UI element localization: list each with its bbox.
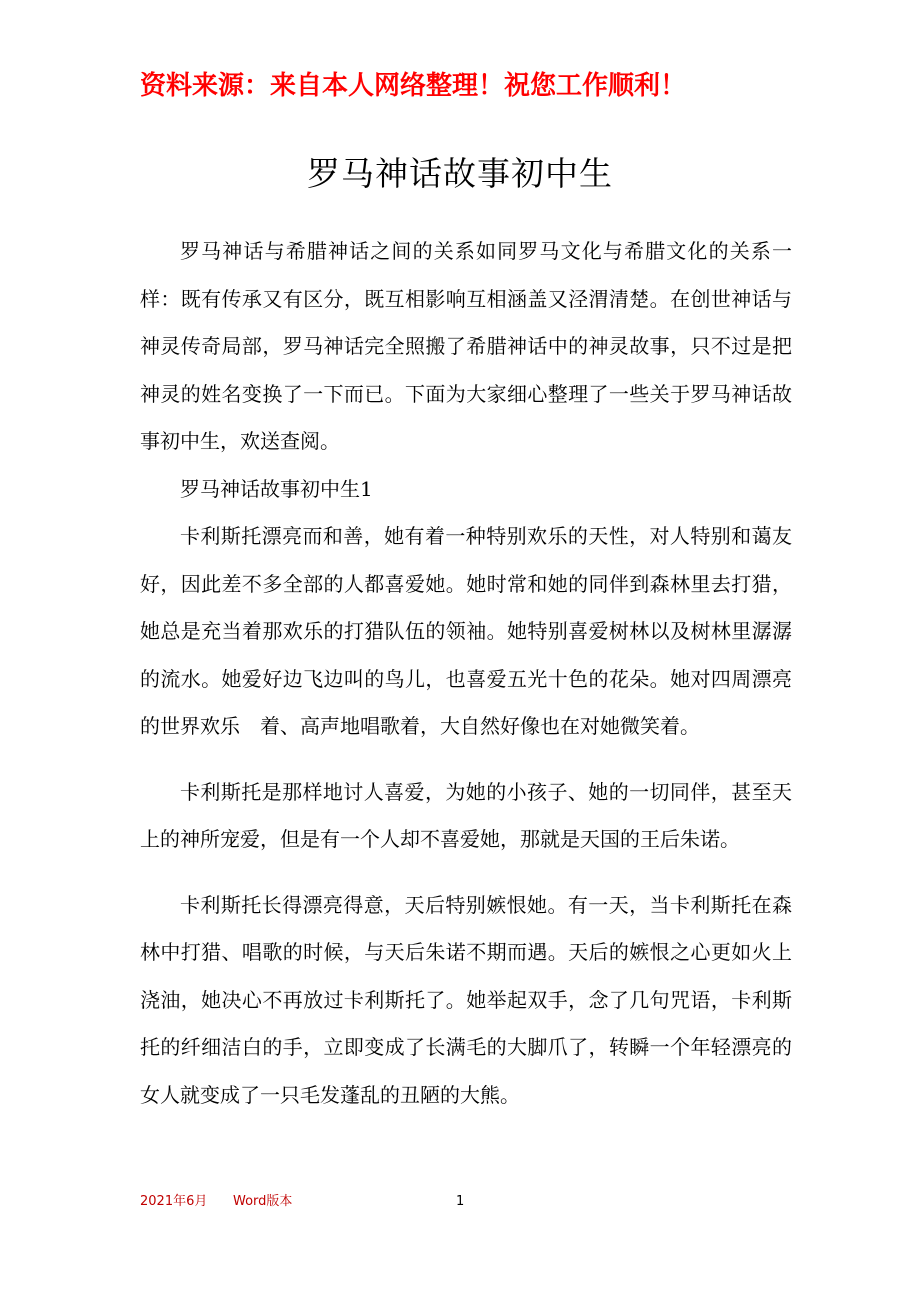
section-heading: 罗马神话故事初中生1: [180, 476, 373, 501]
story-paragraph: 卡利斯托长得漂亮得意，天后特别嫉恨她。有一天，当卡利斯托在森林中打猎、唱歌的时候，与天后朱诺不期而遇。天后的嫉恨之心更如火上浇油，她决心不再放过卡利斯托了。她举起双手，念了几句咒语，卡利斯托的纤细洁白的手，立即变成了长满毛的大脚爪了，转瞬一个年轻漂亮的女人就变成了一只毛发蓬乱的丑陋的大熊。: [140, 892, 792, 1107]
page-number: 1: [456, 1194, 465, 1209]
footer-date: 2021年6月: [140, 1194, 208, 1209]
footer-version: Word版本: [233, 1194, 293, 1209]
story-paragraph: 卡利斯托是那样地讨人喜爱，为她的小孩子、她的一切同伴，甚至天上的神所宠爱，但是有一个人却不喜爱她，那就是天国的王后朱诺。: [140, 779, 792, 851]
page-footer: [0, 1190, 920, 1214]
story-paragraph: 卡利斯托漂亮而和善，她有着一种特别欢乐的天性，对人特别和蔼友好，因此差不多全部的人都喜爱她。她时常和她的同伴到森林里去打猎，她总是充当着那欢乐的打猎队伍的领袖。她特别喜爱树林以及树林里潺潺的流水。她爱好边飞边叫的鸟儿，也喜爱五光十色的花朵。她对四周漂亮的世界欢乐 着、高声地唱歌着，大自然好像也在对她微笑着。: [140, 524, 792, 738]
document-body: [140, 228, 792, 1119]
source-banner: 资料来源：来自本人网络整理！祝您工作顺利！: [140, 71, 687, 101]
intro-paragraph: 罗马神话与希腊神话之间的关系如同罗马文化与希腊文化的关系一样：既有传承又有区分，既互相影响互相涵盖又泾渭清楚。在创世神话与神灵传奇局部，罗马神话完全照搬了希腊神话中的神灵故事，只不过是把神灵的姓名变换了一下而已。下面为大家细心整理了一些关于罗马神话故事初中生，欢送查阅。: [140, 239, 792, 453]
document-title: 罗马神话故事初中生: [307, 154, 613, 193]
